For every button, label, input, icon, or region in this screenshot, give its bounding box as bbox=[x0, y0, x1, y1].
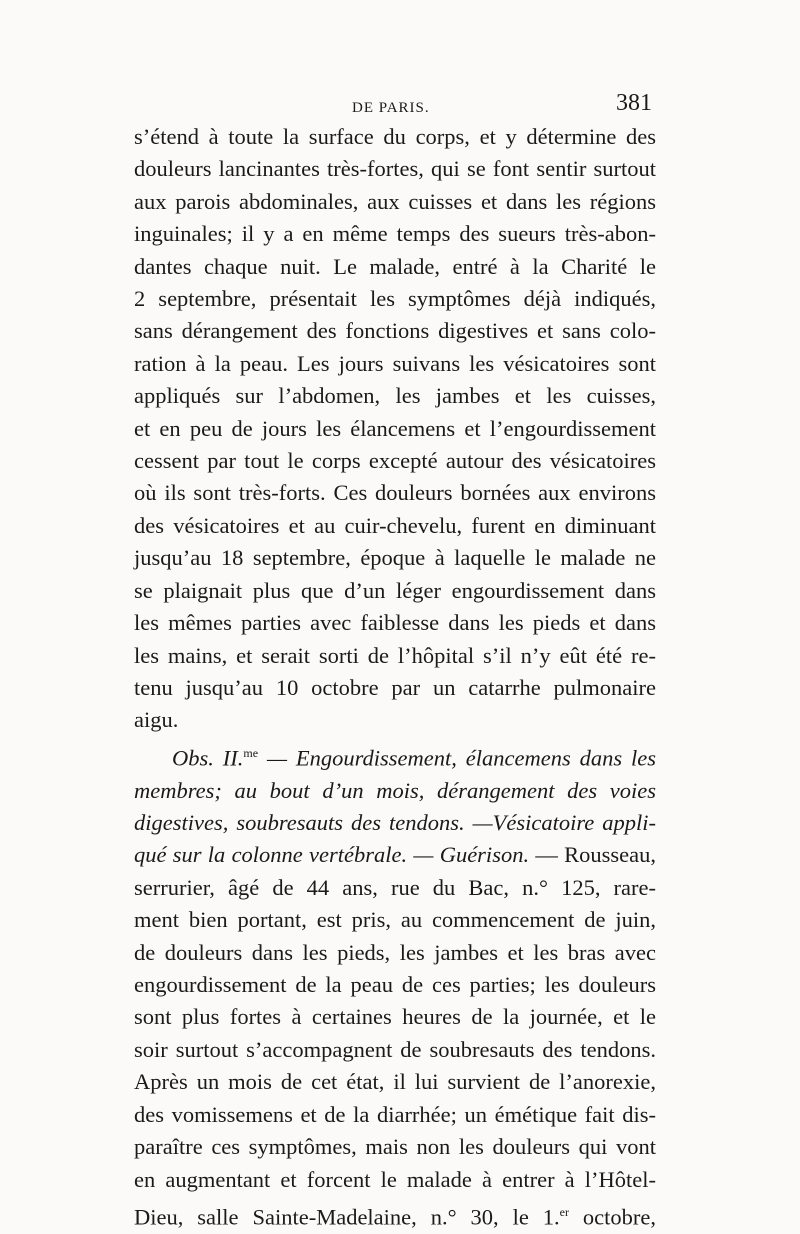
observation-title-line-2: membres; au bout d’un mois, dérangement des voies bbox=[134, 777, 656, 803]
observation-label: Obs. II. bbox=[172, 745, 244, 771]
text-line: aux parois abdominales, aux cuisses et dans les régions bbox=[134, 188, 656, 214]
text-line: en augmentant et forcent le malade à entrer à l’Hôtel- bbox=[134, 1166, 656, 1192]
text-line: de douleurs dans les pieds, les jambes et les bras avec bbox=[134, 939, 656, 965]
text-line: où ils sont très-forts. Ces douleurs bornées aux environs bbox=[134, 480, 656, 506]
observation-title-line-1: — Engourdissement, élancemens dans les bbox=[258, 745, 656, 771]
text-line: aigu. bbox=[134, 707, 179, 733]
text-line: tenu jusqu’au 10 octobre par un catarrhe pulmonaire bbox=[134, 674, 656, 700]
observation-last-line: Dieu, salle Sainte-Madelaine, n.° 30, le 1.$^{er}$ octobre, bbox=[134, 1204, 656, 1230]
running-head: DE PARIS. bbox=[352, 100, 430, 116]
text-line: des vomissemens et de la diarrhée; un émétique fait dis- bbox=[134, 1101, 656, 1127]
text-line: les mains, et serait sorti de l’hôpital s’il n’y eût été re- bbox=[134, 642, 656, 668]
text-line: des vésicatoires et au cuir-chevelu, furent en diminuant bbox=[134, 512, 656, 538]
text-line: dantes chaque nuit. Le malade, entré à la Charité le bbox=[134, 253, 656, 279]
text-line: se plaignait plus que d’un léger engourdissement dans bbox=[134, 577, 656, 603]
text-line: serrurier, âgé de 44 ans, rue du Bac, n.° 125, rare- bbox=[134, 874, 656, 900]
observation-body bbox=[134, 872, 656, 1196]
text-line: sans dérangement des fonctions digestives et sans colo- bbox=[134, 318, 656, 344]
text-line: inguinales; il y a en même temps des sueurs très-abon- bbox=[134, 221, 656, 247]
text-line: 2 septembre, présentait les symptômes déjà indiqués, bbox=[134, 286, 656, 312]
text-line: ration à la peau. Les jours suivans les vésicatoires sont bbox=[134, 350, 656, 376]
observation-heading bbox=[134, 737, 656, 872]
page-number: 381 bbox=[616, 90, 652, 116]
text-line: s’étend à toute la surface du corps, et y détermine des bbox=[134, 124, 656, 149]
text-line: appliqués sur l’abdomen, les jambes et les cuisses, bbox=[134, 383, 656, 409]
text-line: et en peu de jours les élancemens et l’engourdissement bbox=[134, 415, 656, 441]
text-line: cessent par tout le corps excepté autour des vésicatoires bbox=[134, 448, 656, 474]
paragraph-continuation bbox=[134, 121, 656, 737]
observation-title-line-3: digestives, soubresauts des tendons. —Vésicatoire appli- bbox=[134, 810, 656, 836]
text-line: soir surtout s’accompagnent de soubresauts des tendons. bbox=[134, 1036, 656, 1062]
text-line: Après un mois de cet état, il lui survient de l’anorexie, bbox=[134, 1069, 656, 1095]
patient-name: — Rousseau, bbox=[535, 842, 656, 868]
text-line: engourdissement de la peau de ces parties; les douleurs bbox=[134, 972, 656, 998]
text-line: douleurs lancinantes très-fortes, qui se font sentir surtout bbox=[134, 156, 656, 182]
observation-title-line-4: qué sur la colonne vertébrale. — Guérison. bbox=[134, 842, 530, 868]
text-line: ment bien portant, est pris, au commencement de juin, bbox=[134, 907, 656, 933]
observation-label-superscript: me bbox=[243, 745, 259, 760]
text-line: sont plus fortes à certaines heures de la journée, et le bbox=[134, 1004, 656, 1030]
text-line: les mêmes parties avec faiblesse dans les pieds et dans bbox=[134, 610, 656, 636]
text-line: jusqu’au 18 septembre, époque à laquelle le malade ne bbox=[134, 545, 656, 571]
body-text bbox=[134, 121, 656, 1234]
text-line: paraître ces symptômes, mais non les douleurs qui vont bbox=[134, 1134, 656, 1160]
